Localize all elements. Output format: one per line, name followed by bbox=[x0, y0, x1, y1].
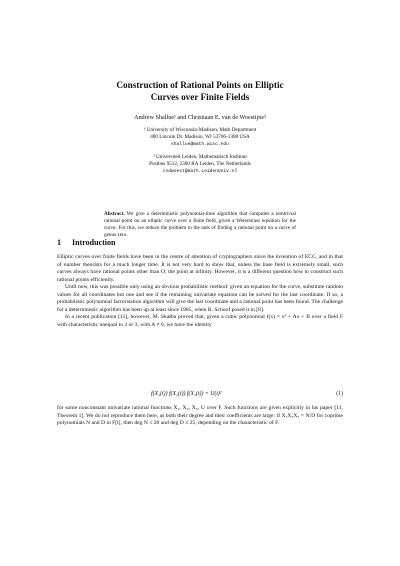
paragraph-3: In a recent publication [11], however, M. Skałba proved that, given a cubic polynomial f(x) = x³ + Ax + B over a field F with characteristic unequal to 2 or 3, with A ≠ 0, we have the identity bbox=[57, 314, 343, 328]
affiliation-2-line-1: ² Universiteit Leiden, Mathematisch Instituut bbox=[153, 154, 247, 160]
affiliation-1 bbox=[60, 127, 340, 149]
paper-title bbox=[60, 79, 340, 103]
affiliation-2-line-2: Postbus 9512, 2300 RA Leiden, The Netherlands bbox=[149, 161, 251, 168]
body-text-upper bbox=[57, 254, 343, 329]
abstract bbox=[104, 211, 296, 239]
affiliation-1-email: shallue@math.wisc.edu bbox=[171, 142, 229, 148]
equation-number: (1) bbox=[336, 391, 343, 397]
affiliation-1-line-2: 480 Lincoln Dr. Madison, WI 53706-1388 USA bbox=[150, 134, 250, 141]
author-list: Andrew Shallue¹ and Christiaan E. van de Woestijne² bbox=[134, 114, 266, 121]
abstract-text: We give a deterministic polynomial-time algorithm that computes a nontrivial rational point on an elliptic curve over a finite field, given a Weierstrass equation for the curve. For this, we reduce the problem to the task of finding a rational point on a curve of genus zero. bbox=[104, 211, 296, 239]
paragraph-1: Elliptic curves over finite fields have been in the centre of attention of cryptographers since the invention of ECC, and in that of number theorists for a much longer time. It is not very hard to show that, unless the base field is extremely small, such curves always have rational points other than O, the point at infinity. However, it is a different question how to construct such rational points efficiently. bbox=[57, 254, 343, 283]
affiliation-1-line-1: ¹ University of Wisconsin-Madison, Math Department bbox=[143, 127, 257, 133]
equation-expression: f(X₁(t)) f(X₂(t)) f(X₃(t)) = U(t)² bbox=[151, 391, 222, 397]
paragraph-2: Until now, this was possible only using an obvious probabilistic method: given an equation for the curve, substitute random values for all coordinates but one and see if the remaining univariate equation can be solved for the last coordinate. If so, a probabilistic polynomial factorisation algorithm will give the last coordinate and a rational point has been found. The challenge for a deterministic algorithm has been up at least since 1985, when R. Schoof posed it in [8]. bbox=[57, 284, 343, 313]
section-number: 1 bbox=[57, 238, 61, 247]
affiliation-2 bbox=[60, 154, 340, 176]
abstract-label: Abstract. bbox=[104, 211, 125, 217]
section-title: Introduction bbox=[72, 238, 116, 247]
title-line-2: Curves over Finite Fields bbox=[150, 92, 250, 102]
body-text-lower bbox=[57, 405, 343, 428]
title-line-1: Construction of Rational Points on Elliptic bbox=[116, 80, 284, 90]
paragraph-4: for some nonconstant univariate rational functions X₁, X₂, X₃, U over F. Such functions are given explicitly in his paper [11, Theorem 1]. We do not reproduce them here, as both their degree and their coefficients are large: if X₁X₂X₃ = N/D for coprime polynomials N and D in F[t], then deg N ≤ 26 and deg D ≤ 25, depending on the characteristic of F. bbox=[57, 405, 343, 427]
section-heading bbox=[57, 238, 115, 247]
affiliation-2-email: cvdwoest@math.LeidenUniv.nl bbox=[162, 169, 238, 175]
